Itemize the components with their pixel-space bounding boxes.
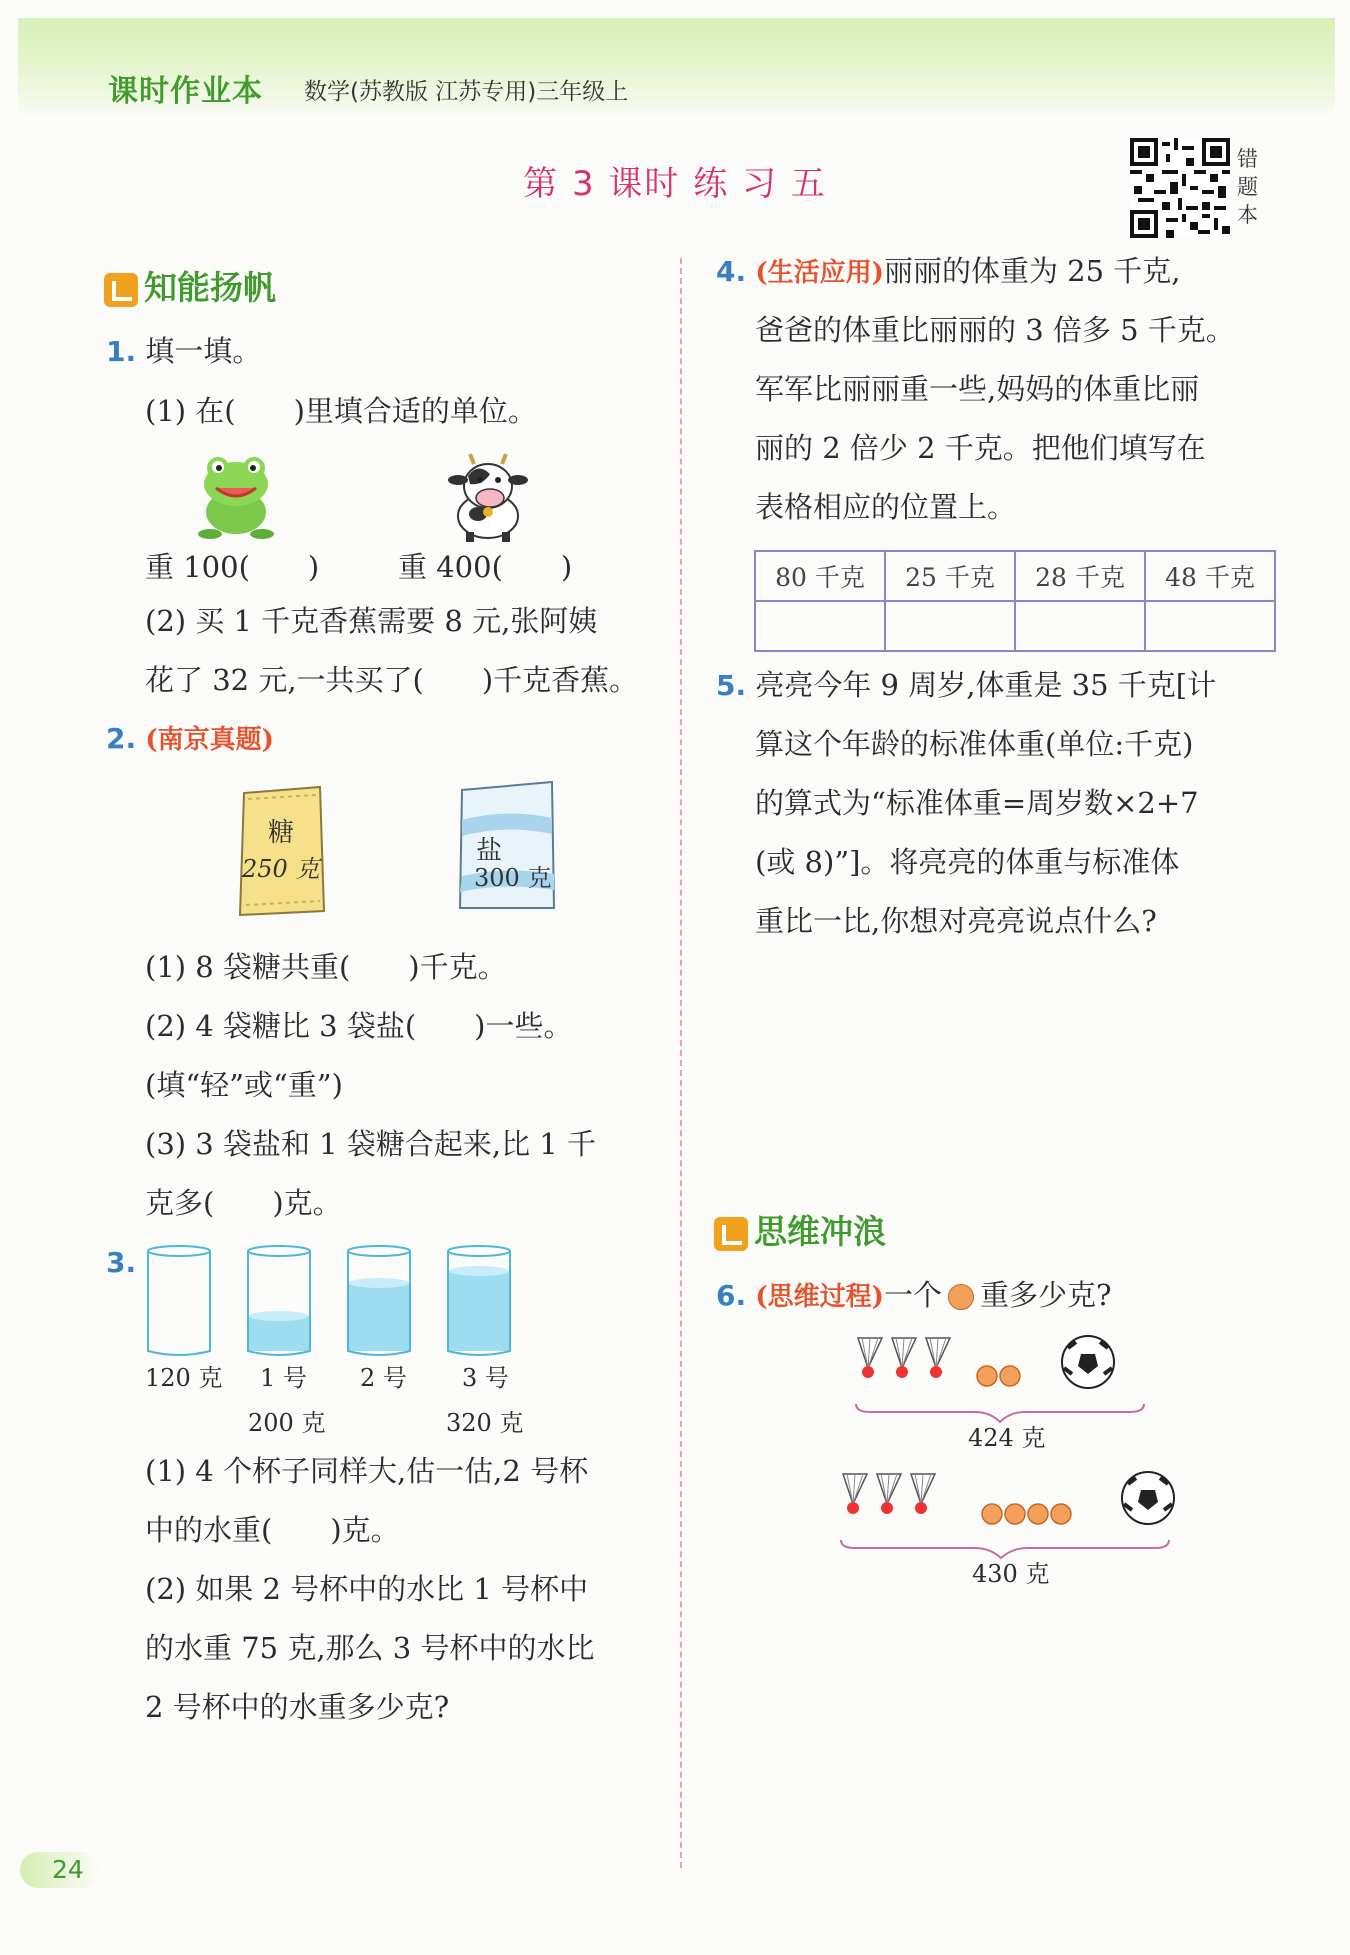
q3-sub1-line1: (1) 4 个杯子同样大,估一估,2 号杯 bbox=[145, 1454, 589, 1488]
q2-sub3-line1: (3) 3 袋盐和 1 袋糖合起来,比 1 千 bbox=[145, 1127, 596, 1161]
cup-2 bbox=[348, 1246, 410, 1355]
q3-sub2-line1: (2) 如果 2 号杯中的水比 1 号杯中 bbox=[145, 1572, 589, 1606]
qr-label-char: 题 bbox=[1237, 175, 1258, 199]
question-2-header bbox=[106, 709, 274, 770]
orange-ball-icon bbox=[948, 1284, 974, 1310]
cup-rim bbox=[148, 1246, 210, 1256]
table-answer-row bbox=[755, 601, 1275, 651]
cup-empty-weight: 120 克 bbox=[145, 1364, 223, 1392]
lesson-title: 第 3 课时 练 习 五 bbox=[523, 164, 827, 204]
table-answer-cell[interactable] bbox=[885, 601, 1015, 651]
cup-outline bbox=[148, 1251, 210, 1355]
section-title-text: 知能扬帆 bbox=[144, 268, 276, 307]
table-header-cell: 48 千克 bbox=[1145, 551, 1275, 601]
question-title: 填一填。 bbox=[145, 334, 262, 368]
cup-3 bbox=[448, 1246, 510, 1355]
frog-weight-label: 重 100( ) bbox=[145, 550, 320, 584]
question-4-line3: 军军比丽丽重一些,妈妈的体重比丽 bbox=[755, 372, 1200, 406]
question-number: 1. bbox=[106, 335, 137, 368]
book-subtitle: 数学(苏教版 江苏专用)三年级上 bbox=[304, 79, 629, 105]
shuttlecock-group bbox=[843, 1474, 935, 1514]
question-4-line1 bbox=[716, 242, 1181, 303]
q2-sub3-line2: 克多( )克。 bbox=[145, 1186, 342, 1220]
salt-label: 盐 bbox=[476, 836, 503, 866]
cup-water-surface bbox=[249, 1311, 309, 1321]
question-number: 4. bbox=[716, 255, 747, 288]
question-tag: (南京真题) bbox=[145, 725, 274, 755]
sugar-label: 糖 bbox=[268, 818, 295, 848]
weight-table bbox=[754, 550, 1276, 652]
cow-icon bbox=[438, 452, 538, 544]
cup-0 bbox=[148, 1246, 210, 1355]
sail-icon bbox=[104, 273, 138, 307]
page-number: 24 bbox=[20, 1852, 100, 1888]
wave-icon bbox=[714, 1217, 748, 1251]
question-6-line1 bbox=[716, 1266, 1112, 1327]
frog-icon bbox=[190, 450, 282, 542]
question-5-line4: (或 8)”]。将亮亮的体重与标准体 bbox=[755, 845, 1180, 879]
sugar-weight: 250 克 bbox=[242, 855, 320, 883]
question-tag: (生活应用) bbox=[755, 258, 884, 288]
book-brand: 课时作业本 bbox=[108, 74, 263, 109]
cup-water bbox=[249, 1316, 309, 1351]
q2-sub2: (2) 4 袋糖比 3 袋盐( )一些。 bbox=[145, 1009, 573, 1043]
question-4-line4: 丽的 2 倍少 2 千克。把他们填写在 bbox=[755, 431, 1206, 465]
question-tag: (思维过程) bbox=[755, 1282, 884, 1312]
cup-1-weight: 200 克 bbox=[248, 1409, 326, 1437]
cow-weight-label: 重 400( ) bbox=[398, 550, 573, 584]
q2-sub2-note: (填“轻”或“重”) bbox=[145, 1068, 343, 1102]
question-5-line3: 的算式为“标准体重=周岁数×2+7 bbox=[755, 786, 1199, 820]
q3-sub1-line2: 中的水重( )克。 bbox=[145, 1513, 400, 1547]
cups-figure bbox=[140, 1245, 530, 1357]
section-title-zhineng bbox=[104, 262, 276, 309]
q6-text-suffix: 重多少克? bbox=[979, 1278, 1112, 1312]
table-header-cell: 28 千克 bbox=[1015, 551, 1145, 601]
table-header-row bbox=[755, 551, 1275, 601]
qr-label-char: 本 bbox=[1237, 203, 1258, 227]
balance-total-2: 430 克 bbox=[972, 1560, 1050, 1588]
table-answer-cell[interactable] bbox=[1145, 601, 1275, 651]
question-4-line5: 表格相应的位置上。 bbox=[755, 490, 1017, 524]
shuttlecock-group bbox=[858, 1338, 950, 1378]
section-title-siwei bbox=[714, 1206, 886, 1253]
cup-1-label: 1 号 bbox=[260, 1364, 307, 1392]
qr-label-char: 错 bbox=[1237, 147, 1258, 171]
cup-rim bbox=[348, 1246, 410, 1256]
q1-part1: (1) 在( )里填合适的单位。 bbox=[145, 394, 537, 428]
q4-text: 丽丽的体重为 25 千克, bbox=[883, 254, 1181, 288]
qr-code-icon[interactable] bbox=[1130, 138, 1230, 238]
q2-sub1: (1) 8 袋糖共重( )千克。 bbox=[145, 950, 507, 984]
q5-text: 亮亮今年 9 周岁,体重是 35 千克[计 bbox=[755, 668, 1217, 702]
question-number: 2. bbox=[106, 722, 137, 755]
wrong-question-book-label bbox=[1237, 145, 1259, 229]
question-1-header bbox=[106, 322, 261, 381]
cup-rim bbox=[248, 1246, 310, 1256]
cup-3-label: 3 号 bbox=[462, 1364, 509, 1392]
cup-water bbox=[349, 1283, 409, 1351]
cup-3-weight: 320 克 bbox=[446, 1409, 524, 1437]
question-4-line2: 爸爸的体重比丽丽的 3 倍多 5 千克。 bbox=[755, 313, 1235, 347]
q1-part2-line1: (2) 买 1 千克香蕉需要 8 元,张阿姨 bbox=[145, 604, 598, 638]
q3-sub2-line2: 的水重 75 克,那么 3 号杯中的水比 bbox=[145, 1631, 595, 1665]
cup-water bbox=[449, 1271, 509, 1351]
question-5-line5: 重比一比,你想对亮亮说点什么? bbox=[755, 904, 1157, 938]
column-divider bbox=[680, 258, 682, 1868]
cup-water-surface bbox=[449, 1266, 509, 1276]
question-3-number: 3. bbox=[106, 1246, 137, 1279]
section-title-text: 思维冲浪 bbox=[754, 1212, 886, 1251]
cup-water-surface bbox=[349, 1278, 409, 1288]
salt-weight: 300 克 bbox=[474, 864, 552, 892]
q1-part2-line2: 花了 32 元,一共买了( )千克香蕉。 bbox=[145, 663, 639, 697]
q3-sub2-line3: 2 号杯中的水重多少克? bbox=[145, 1690, 450, 1724]
table-header-cell: 25 千克 bbox=[885, 551, 1015, 601]
question-5-line2: 算这个年龄的标准体重(单位:千克) bbox=[755, 727, 1194, 761]
cup-2-label: 2 号 bbox=[360, 1364, 407, 1392]
q6-text-prefix: 一个 bbox=[883, 1278, 942, 1312]
table-answer-cell[interactable] bbox=[1015, 601, 1145, 651]
cup-rim bbox=[448, 1246, 510, 1256]
cup-1 bbox=[248, 1246, 310, 1355]
question-5-line1 bbox=[716, 656, 1216, 715]
question-number: 6. bbox=[716, 1279, 747, 1312]
table-header-cell: 80 千克 bbox=[755, 551, 885, 601]
table-answer-cell[interactable] bbox=[755, 601, 885, 651]
balance-total-1: 424 克 bbox=[968, 1424, 1046, 1452]
question-number: 5. bbox=[716, 669, 747, 702]
